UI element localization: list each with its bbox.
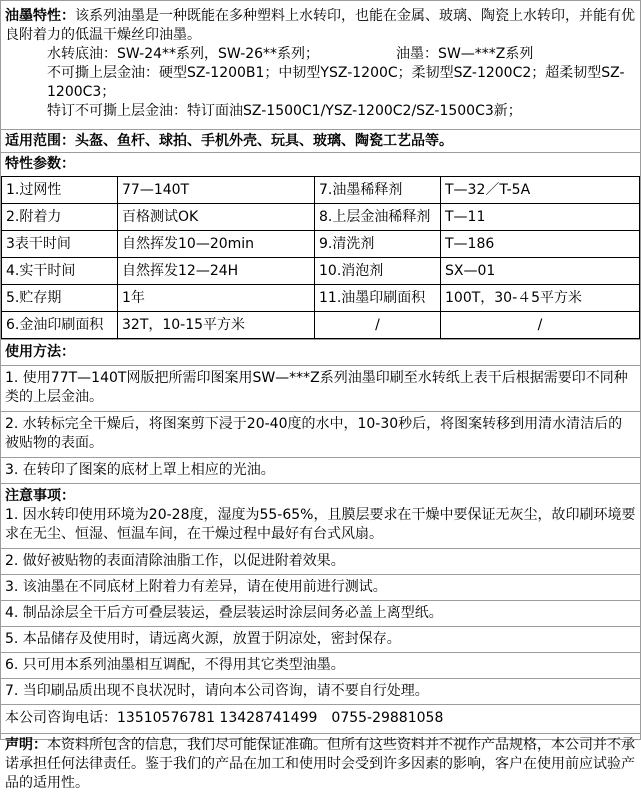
disclaimer-section [1, 734, 640, 796]
param-row [2, 258, 640, 285]
usage-item-1: 1. 使用77T—140T网版把所需印图案用SW—***Z系列油墨印刷至水转纸上表干后根据需要印不同种类的上层金油。 [1, 366, 640, 412]
param-label-cell: 9.清洗剂 [315, 231, 441, 258]
param-value-cell: T—32／T-5A [441, 177, 640, 204]
param-value-cell: 77—140T [118, 177, 315, 204]
param-label-cell: 6.金油印刷面积 [2, 312, 118, 339]
scope-section [1, 130, 640, 153]
notes-item-7: 7. 当印刷品质出现不良状况时，请向本公司咨询，请不要自行处理。 [1, 679, 640, 705]
param-label-cell: 8.上层金油稀释剂 [315, 204, 441, 231]
param-value-cell: T—186 [441, 231, 640, 258]
custom-topcoat-line: 特订不可撕上层金油：特订面油SZ-1500C1/YSZ-1200C2/SZ-1500C3新； [47, 103, 522, 119]
param-row [2, 231, 640, 258]
param-label-cell: 4.实干时间 [2, 258, 118, 285]
notes-item-1: 1. 因水转印使用环境为20-28度，湿度为55-65%，且膜层要求在干燥中要保证无灰尘，故印刷环境要求在无尘、恒湿、恒温车间，在干燥过程中最好有台式风扇。 [5, 507, 636, 542]
parameters-section [1, 153, 640, 340]
notes-section [1, 484, 640, 549]
param-value-cell: T—11 [441, 204, 640, 231]
param-label-cell: 11.油墨印刷面积 [315, 285, 441, 312]
param-value-cell: 32T，10-15平方米 [118, 312, 315, 339]
usage-item-3: 3. 在转印了图案的底材上罩上相应的光油。 [1, 458, 640, 484]
param-label-cell: 3表干时间 [2, 231, 118, 258]
param-row [2, 312, 640, 339]
param-label-cell: 10.消泡剂 [315, 258, 441, 285]
contact-line: 本公司咨询电话：13510576781 13428741499 0755-29881058 [1, 705, 640, 734]
param-value-cell: 1年 [118, 285, 315, 312]
usage-title-section [1, 340, 640, 366]
params-title: 特性参数： [5, 156, 75, 172]
param-value-cell: 100T，30-４5平方米 [441, 285, 640, 312]
param-empty-cell: / [315, 312, 441, 339]
param-value-cell: 自然挥发12—24H [118, 258, 315, 285]
intro-text: 该系列油墨是一种既能在多种塑料上水转印，也能在金属、玻璃、陶瓷上水转印，并能有优良附着力的低温干燥丝印油墨。 [5, 8, 635, 43]
param-label-cell: 2.附着力 [2, 204, 118, 231]
param-value-cell: SX—01 [441, 258, 640, 285]
param-row [2, 204, 640, 231]
notes-item-4: 4. 制品涂层全干后方可叠层装运，叠层装运时涂层间务必盖上离型纸。 [1, 601, 640, 627]
scope-line: 适用范围：头盔、鱼杆、球拍、手机外壳、玩具、玻璃、陶瓷工艺品等。 [5, 133, 453, 149]
intro-paragraph [5, 7, 636, 45]
usage-title: 使用方法： [5, 344, 75, 360]
notes-item-3: 3. 该油墨在不同底材上附着力有差异，请在使用前进行测试。 [1, 575, 640, 601]
param-value-cell: 自然挥发10—20min [118, 231, 315, 258]
param-row [2, 285, 640, 312]
usage-item-2: 2. 水转标完全干燥后，将图案剪下浸于20-40度的水中，10-30秒后，将图案转移到用清水清洁后的被贴物的表面。 [1, 412, 640, 458]
param-label-cell: 1.过网性 [2, 177, 118, 204]
notes-item-6: 6. 只可用本系列油墨相互调配，不得用其它类型油墨。 [1, 653, 640, 679]
param-value-cell: 百格测试OK [118, 204, 315, 231]
notes-item-2: 2. 做好被贴物的表面清除油脂工作，以促进附着效果。 [1, 549, 640, 575]
intro-label: 油墨特性： [5, 8, 75, 24]
params-table [1, 176, 640, 339]
param-empty-cell: / [441, 312, 640, 339]
topcoat-line: 不可撕上层金油：硬型SZ-1200B1；中韧型YSZ-1200C；柔韧型SZ-1200C2；超柔韧型SZ-1200C3； [47, 65, 625, 100]
notes-item-5: 5. 本品储存及使用时，请远离火源，放置于阴凉处，密封保存。 [1, 627, 640, 653]
param-label-cell: 7.油墨稀释剂 [315, 177, 441, 204]
param-label-cell: 5.贮存期 [2, 285, 118, 312]
disclaimer-label: 声明： [5, 737, 47, 753]
notes-title: 注意事项： [5, 488, 75, 504]
param-row [2, 177, 640, 204]
primer-line: 水转底油：SW-24**系列，SW-26**系列； 油墨：SW—***Z系列 [47, 46, 534, 62]
disclaimer-text: 本资料所包含的信息，我们尽可能保证准确。但所有这些资料并不视作产品规格，本公司并不承诺承担任何法律责任。鉴于我们的产品在加工和使用时会受到许多因素的影响，客户在使用前应试验产品的适用性。 [5, 737, 635, 791]
ink-properties-section [1, 1, 640, 130]
